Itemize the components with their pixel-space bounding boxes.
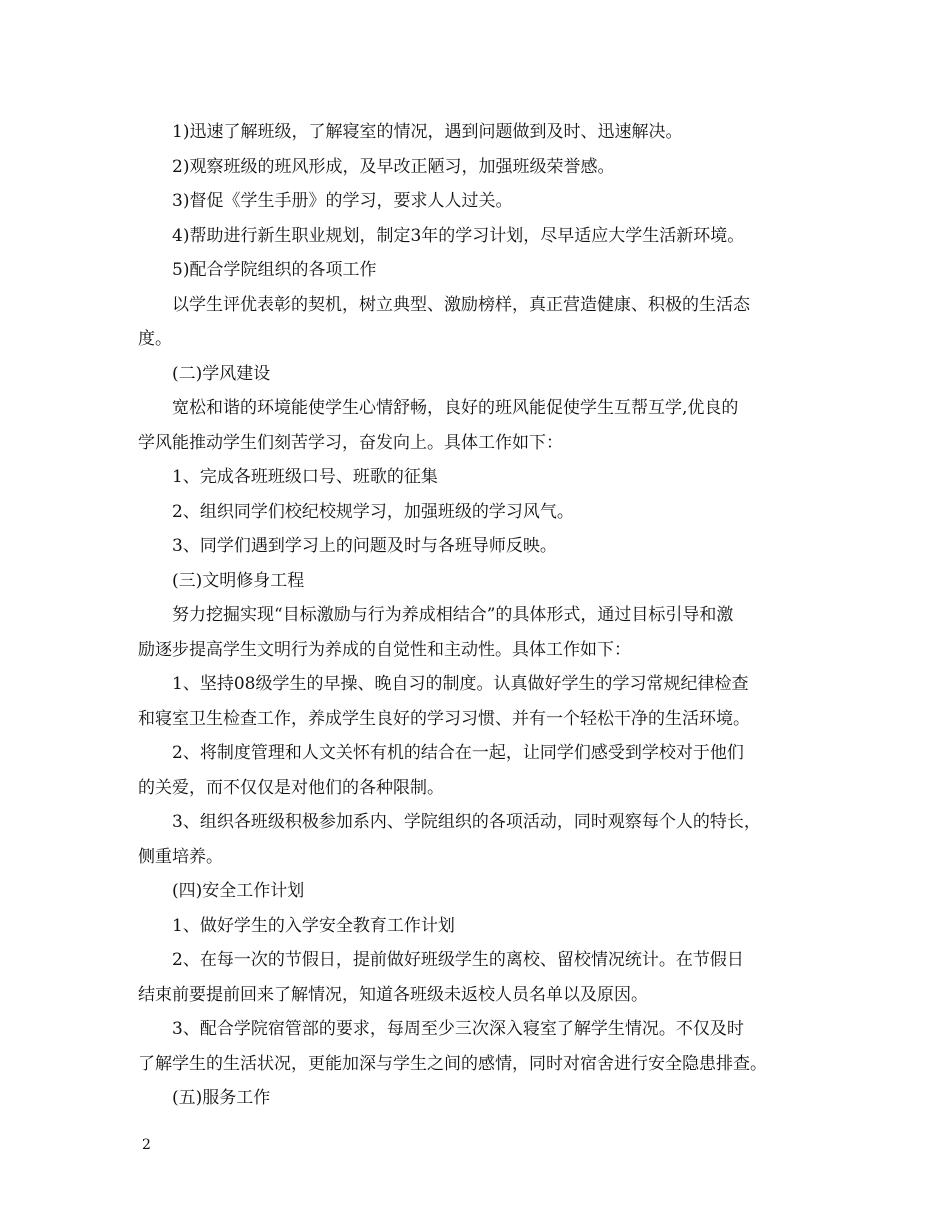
text-line: 4)帮助进行新生职业规划，制定3年的学习计划，尽早适应大学生活新环境。 [172, 225, 745, 246]
text-line: 和寝室卫生检查工作，养成学生良好的学习习惯、并有一个轻松干净的生活环境。 [138, 708, 750, 729]
text-line: 了解学生的生活状况，更能加深与学生之间的感情，同时对宿舍进行安全隐患排查。 [138, 1053, 767, 1074]
text-line: 学风能推动学生们刻苦学习，奋发向上。具体工作如下： [138, 432, 563, 453]
text-line: 2)观察班级的班风形成，及早改正陋习，加强班级荣誉感。 [172, 156, 615, 177]
text-line: 1)迅速了解班级，了解寝室的情况，遇到问题做到及时、迅速解决。 [172, 122, 683, 142]
text-line: 2、在每一次的节假日，提前做好班级学生的离校、留校情况统计。在节假日 [172, 950, 744, 970]
text-line: (二)学风建设 [172, 363, 271, 384]
text-line: 5)配合学院组织的各项工作 [172, 260, 377, 280]
document-body [138, 115, 828, 1116]
text-line: 度。 [138, 329, 172, 349]
text-line: 3、组织各班级积极参加系内、学院组织的各项活动，同时观察每个人的特长， [172, 812, 761, 832]
text-line: 3、同学们遇到学习上的问题及时与各班导师反映。 [172, 536, 557, 556]
text-line: (三)文明修身工程 [172, 570, 305, 591]
text-line: 2、将制度管理和人文关怀有机的结合在一起，让同学们感受到学校对于他们 [172, 743, 744, 763]
text-line: 宽松和谐的环境能使学生心情舒畅，良好的班风能促使学生互帮互学,优良的 [172, 398, 739, 418]
text-line: 励逐步提高学生文明行为养成的自觉性和主动性。具体工作如下： [138, 639, 631, 660]
text-line: 1、坚持08级学生的早操、晚自习的制度。认真做好学生的学习常规纪律检查 [172, 674, 749, 694]
text-line: 3、配合学院宿管部的要求，每周至少三次深入寝室了解学生情况。不仅及时 [172, 1019, 744, 1039]
text-line: 努力挖掘实现“目标激励与行为养成相结合”的具体形式，通过目标引导和激 [172, 605, 734, 625]
text-line: 1、做好学生的入学安全教育工作计划 [172, 915, 455, 936]
text-line: (五)服务工作 [172, 1088, 271, 1108]
text-line: 以学生评优表彰的契机，树立典型、激励榜样，真正营造健康、积极的生活态 [172, 294, 750, 315]
page-number: 2 [142, 1137, 151, 1153]
text-line: 3)督促《学生手册》的学习，要求人人过关。 [172, 191, 513, 211]
text-line: (四)安全工作计划 [172, 881, 305, 901]
text-line: 侧重培养。 [138, 846, 223, 867]
text-line: 1、完成各班班级口号、班歌的征集 [172, 467, 438, 487]
text-line: 结束前要提前回来了解情况，知道各班级未返校人员名单以及原因。 [138, 984, 648, 1005]
text-line: 2、组织同学们校纪校规学习，加强班级的学习风气。 [172, 501, 574, 522]
text-line: 的关爱，而不仅仅是对他们的各种限制。 [138, 777, 444, 798]
